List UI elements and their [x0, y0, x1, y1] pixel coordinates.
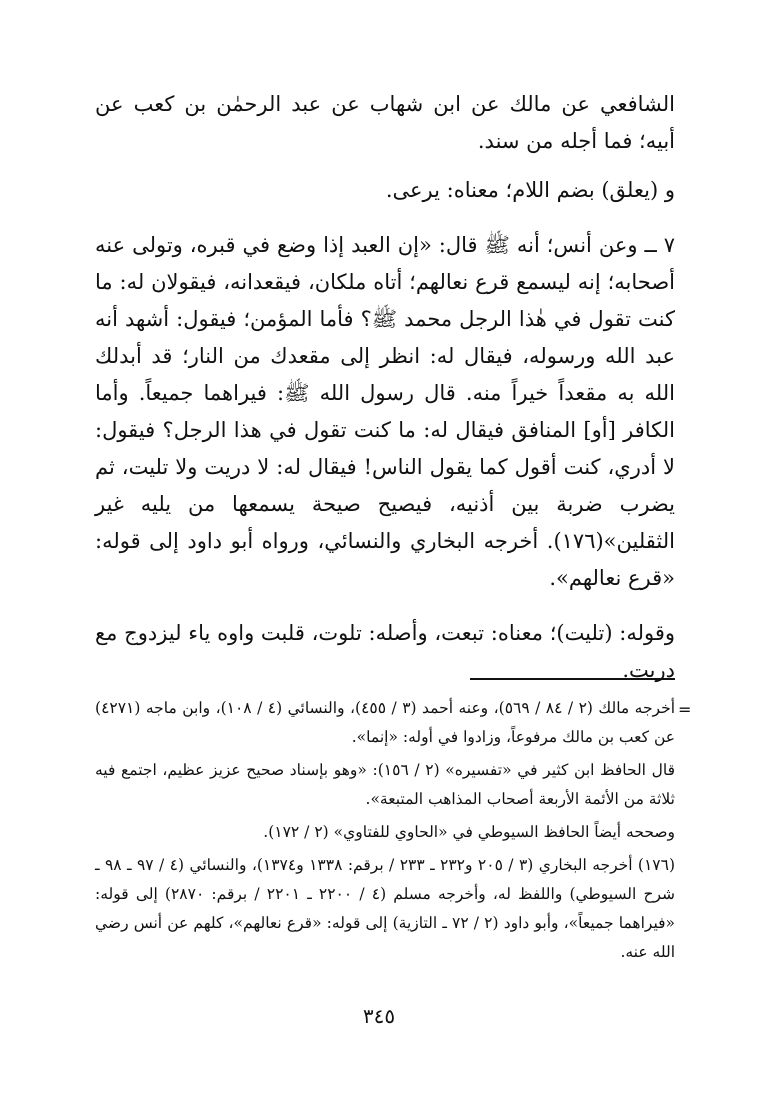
footnote-176: (١٧٦) أخرجه البخاري (٣ / ٢٠٥ و٢٣٢ ـ ٢٣٣ / برقم: ١٣٣٨ و١٣٧٤)، والنسائي (٤ / ٩٧ ـ ٩٨ ـ شرح السيوطي) واللفظ له، وأخرجه مسلم (٤ / ٢٢٠٠ ـ ٢٢٠١ / برقم: ٢٨٧٠) إلى قوله: «فيراهما جميعاً»، وأبو داود (٢ / ٧٢ ـ التازية) إلى قوله: «قرع نعالهم»، كلهم عن أنس رضي الله عنه. — [95, 856, 676, 961]
paragraph-talayta-note: وقوله: (تليت)؛ معناه: تبعت، وأصله: تلوت، قلبت واوه ياء ليزدوج مع دريت. — [95, 621, 675, 682]
footnotes — [95, 694, 675, 971]
footnote-continuation-marker: = — [678, 700, 692, 719]
page-number: ٣٤٥ — [362, 1004, 396, 1028]
footnote-line: وصححه أيضاً الحافظ السيوطي في «الحاوي للفتاوي» (٢ / ١٧٢). — [263, 823, 675, 841]
paragraph-hadith-7: ٧ ــ وعن أنس؛ أنه ﷺ قال: «إن العبد إذا وضع في قبره، وتولى عنه أصحابه؛ إنه ليسمع قرع نعالهم؛ أتاه ملكان، فيقعدانه، فيقولان له: ما كنت تقول في هٰذا الرجل محمد ﷺ؟ فأما المؤمن؛ فيقول: أشهد أنه عبد الله ورسوله، فيقال له: انظر إلى مقعدك من النار؛ قد أبدلك الله به مقعداً خيراً منه. قال رسول الله ﷺ: فيراهما جميعاً. وأما الكافر [أو] المنافق فيقال له: ما كنت تقول في هذا الرجل؟ فيقول: لا أدري، كنت أقول كما يقول الناس! فيقال له: لا دريت ولا تليت، ثم يضرب ضربة بين أذنيه، فيصيح صيحة يسمعها من يليه غير الثقلين»(١٧٦). أخرجه البخاري والنسائي، ورواه أبو داود إلى قوله: «قرع نعالهم». — [95, 233, 675, 590]
paragraph-yuallaq-note: و (يعلق) بضم اللام؛ معناه: يرعى. — [385, 178, 675, 202]
main-text — [95, 86, 675, 701]
footnote-line: أخرجه مالك (٢ / ٨٤ / ٥٦٩)، وعنه أحمد (٣ / ٤٥٥)، والنسائي (٤ / ١٠٨)، وابن ماجه (٤٢٧١) عن كعب بن مالك مرفوعاً، وزادوا في أوله: «إنما». — [95, 699, 675, 746]
paragraph-intro: الشافعي عن مالك عن ابن شهاب عن عبد الرحمٰن بن كعب عن أبيه؛ فما أجله من سند. — [95, 92, 675, 153]
footnote-separator — [470, 678, 675, 680]
footnote-line: قال الحافظ ابن كثير في «تفسيره» (٢ / ١٥٦): «وهو بإسناد صحيح عزيز عظيم، اجتمع فيه ثلاثة من الأئمة الأربعة أصحاب المذاهب المتبعة». — [95, 761, 676, 808]
